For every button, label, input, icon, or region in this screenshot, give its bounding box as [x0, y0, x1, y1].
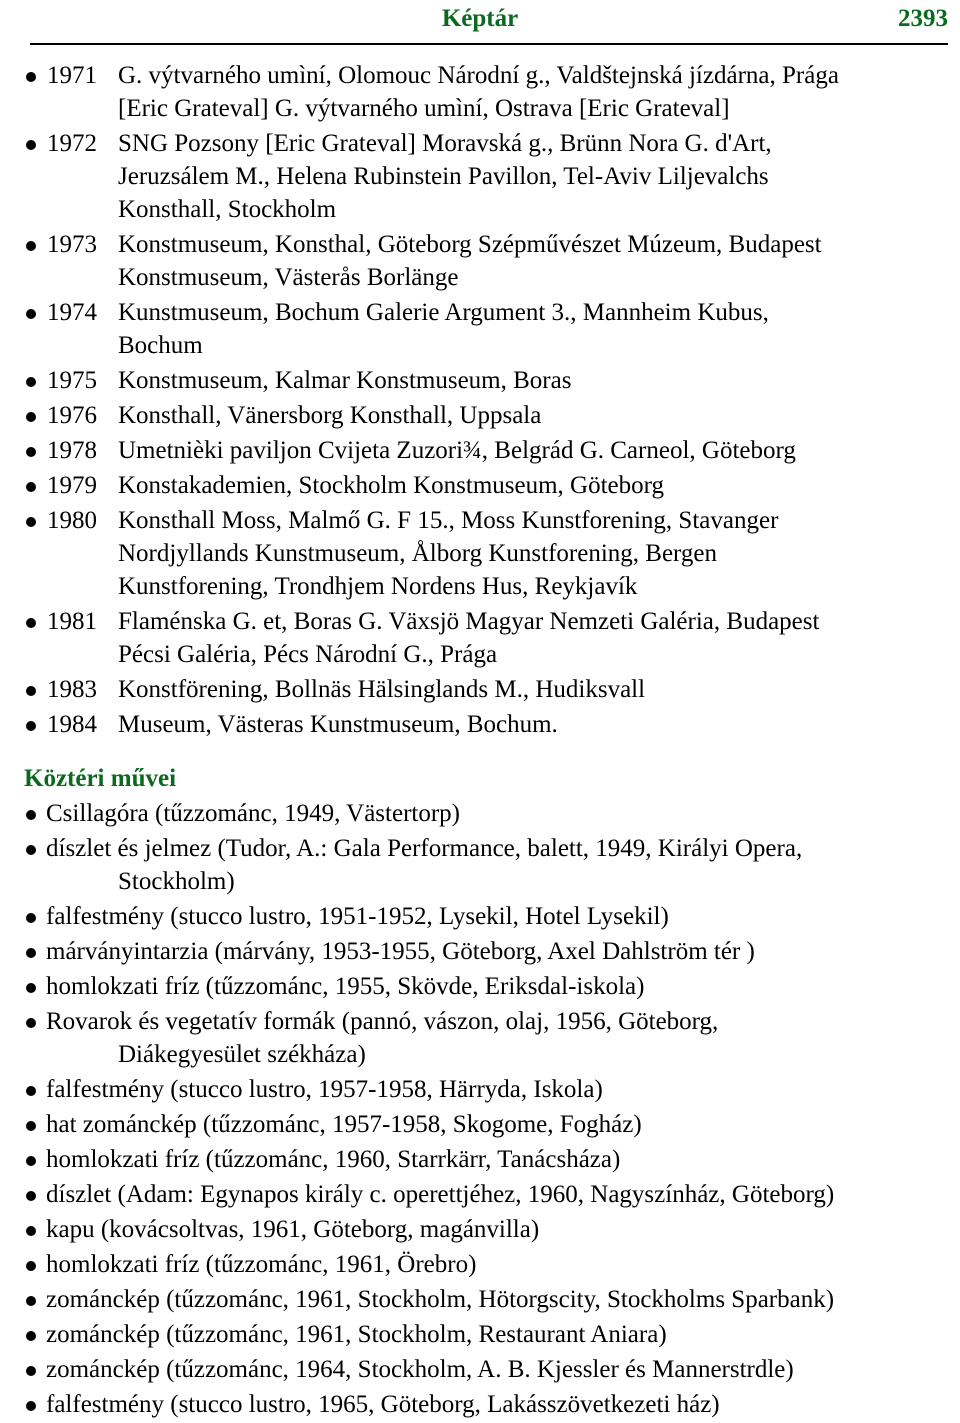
exhibition-year: 1981: [47, 608, 97, 635]
exhibition-text: Jeruzsálem M., Helena Rubinstein Pavillon, Tel-Aviv Liljevalchs: [118, 163, 769, 190]
bullet-icon: [26, 1261, 36, 1271]
bullet-icon: [26, 1366, 36, 1376]
bullet-icon: [26, 1121, 36, 1131]
bullet-icon: [26, 983, 36, 993]
public-work-text: falfestmény (stucco lustro, 1957-1958, Härryda, Iskola): [46, 1076, 603, 1103]
exhibition-entry: [0, 399, 960, 432]
public-work-item: [0, 1248, 960, 1281]
bullet-icon: [26, 686, 36, 696]
bullet-icon: [26, 1018, 36, 1028]
exhibition-text: Konstmuseum, Västerås Borlänge: [118, 264, 459, 291]
bullet-icon: [26, 1401, 36, 1411]
public-work-item: [0, 1213, 960, 1246]
exhibition-text: Pécsi Galéria, Pécs Národní G., Prága: [118, 641, 498, 668]
bullet-icon: [26, 482, 36, 492]
page-number: 2393: [898, 5, 948, 32]
exhibition-year: 1979: [47, 472, 97, 499]
public-work-text: zománckép (tűzzománc, 1961, Stockholm, Restaurant Aniara): [46, 1321, 667, 1348]
exhibition-text: Kunstmuseum, Bochum Galerie Argument 3., Mannheim Kubus,: [118, 299, 769, 326]
exhibition-entry: [0, 708, 960, 741]
exhibition-entry: [0, 434, 960, 467]
exhibition-list: [0, 59, 960, 743]
exhibition-year: 1978: [47, 437, 97, 464]
public-work-text: Stockholm): [118, 868, 235, 895]
exhibition-entry: [0, 504, 960, 603]
bullet-icon: [26, 517, 36, 527]
exhibition-text: G. výtvarného umìní, Olomouc Národní g., Valdštejnská jízdárna, Prága: [118, 62, 839, 89]
public-work-item: [0, 935, 960, 968]
bullet-icon: [26, 241, 36, 251]
exhibition-entry: [0, 605, 960, 671]
exhibition-text: Bochum: [118, 332, 203, 359]
bullet-icon: [26, 1226, 36, 1236]
exhibition-text: Konsthall, Stockholm: [118, 196, 337, 223]
exhibition-year: 1983: [47, 676, 97, 703]
public-work-text: homlokzati fríz (tűzzománc, 1961, Örebro): [46, 1251, 477, 1278]
bullet-icon: [26, 1296, 36, 1306]
public-work-text: hat zománckép (tűzzománc, 1957-1958, Skogome, Fogház): [46, 1111, 642, 1138]
exhibition-text: [Eric Grateval] G. výtvarného umìní, Ostrava [Eric Grateval]: [118, 95, 730, 122]
bullet-icon: [26, 721, 36, 731]
public-work-item: [0, 970, 960, 1003]
exhibition-text: Konstakademien, Stockholm Konstmuseum, Göteborg: [118, 472, 665, 499]
public-work-item: [0, 832, 960, 898]
exhibition-text: Konstmuseum, Kalmar Konstmuseum, Boras: [118, 367, 572, 394]
public-work-text: márványintarzia (márvány, 1953-1955, Göteborg, Axel Dahlström tér ): [46, 938, 755, 965]
exhibition-entry: [0, 59, 960, 125]
bullet-icon: [26, 447, 36, 457]
exhibition-year: 1974: [47, 299, 97, 326]
exhibition-text: Konstmuseum, Konsthal, Göteborg Szépművészet Múzeum, Budapest: [118, 231, 822, 258]
exhibition-year: 1971: [47, 62, 97, 89]
exhibition-entry: [0, 469, 960, 502]
public-work-text: falfestmény (stucco lustro, 1951-1952, Lysekil, Hotel Lysekil): [46, 903, 669, 930]
public-work-item: [0, 1318, 960, 1351]
exhibition-text: Kunstforening, Trondhjem Nordens Hus, Reykjavík: [118, 573, 638, 600]
public-work-text: homlokzati fríz (tűzzománc, 1955, Skövde, Eriksdal-iskola): [46, 973, 645, 1000]
public-work-text: Csillagóra (tűzzománc, 1949, Västertorp): [46, 800, 461, 827]
exhibition-entry: [0, 127, 960, 226]
public-work-text: falfestmény (stucco lustro, 1965, Göteborg, Lakásszövetkezeti ház): [46, 1391, 720, 1418]
public-work-text: kapu (kovácsoltvas, 1961, Göteborg, magánvilla): [46, 1216, 540, 1243]
exhibition-year: 1984: [47, 711, 97, 738]
exhibition-year: 1980: [47, 507, 97, 534]
public-work-item: [0, 1353, 960, 1386]
public-works-list: [0, 797, 960, 1423]
exhibition-year: 1972: [47, 130, 97, 157]
bullet-icon: [26, 309, 36, 319]
bullet-icon: [26, 618, 36, 628]
public-work-item: [0, 1108, 960, 1141]
public-work-item: [0, 900, 960, 933]
public-work-text: díszlet (Adam: Egynapos király c. operettjéhez, 1960, Nagyszínház, Göteborg): [46, 1181, 835, 1208]
public-work-text: Rovarok és vegetatív formák (pannó, vászon, olaj, 1956, Göteborg,: [46, 1008, 719, 1035]
bullet-icon: [26, 845, 36, 855]
exhibition-text: Nordjyllands Kunstmuseum, Ålborg Kunstforening, Bergen: [118, 540, 718, 567]
exhibition-text: Umetnièki paviljon Cvijeta Zuzori¾, Belgrád G. Carneol, Göteborg: [118, 437, 796, 464]
public-work-text: díszlet és jelmez (Tudor, A.: Gala Performance, balett, 1949, Királyi Opera,: [46, 835, 803, 862]
bullet-icon: [26, 377, 36, 387]
page-title: Képtár: [441, 5, 519, 32]
bullet-icon: [26, 810, 36, 820]
section-title-public-works: Köztéri művei: [24, 765, 177, 792]
exhibition-text: Museum, Västeras Kunstmuseum, Bochum.: [118, 711, 558, 738]
public-work-text: Diákegyesület székháza): [118, 1041, 366, 1068]
bullet-icon: [26, 913, 36, 923]
bullet-icon: [26, 412, 36, 422]
exhibition-entry: [0, 673, 960, 706]
public-work-text: zománckép (tűzzománc, 1961, Stockholm, Hötorgscity, Stockholms Sparbank): [46, 1286, 835, 1313]
public-work-text: zománckép (tűzzománc, 1964, Stockholm, A. B. Kjessler és Mannerstrdle): [46, 1356, 794, 1383]
public-work-item: [0, 1143, 960, 1176]
bullet-icon: [26, 948, 36, 958]
public-work-item: [0, 1073, 960, 1106]
exhibition-year: 1976: [47, 402, 97, 429]
bullet-icon: [26, 1156, 36, 1166]
public-work-item: [0, 1005, 960, 1071]
bullet-icon: [26, 72, 36, 82]
bullet-icon: [26, 1331, 36, 1341]
public-work-item: [0, 1283, 960, 1316]
exhibition-year: 1973: [47, 231, 97, 258]
exhibition-entry: [0, 296, 960, 362]
public-work-item: [0, 1388, 960, 1421]
exhibition-year: 1975: [47, 367, 97, 394]
exhibition-text: SNG Pozsony [Eric Grateval] Moravská g., Brünn Nora G. d'Art,: [118, 130, 772, 157]
public-work-item: [0, 797, 960, 830]
bullet-icon: [26, 140, 36, 150]
exhibition-text: Konsthall Moss, Malmő G. F 15., Moss Kunstforening, Stavanger: [118, 507, 779, 534]
exhibition-text: Konsthall, Vänersborg Konsthall, Uppsala: [118, 402, 542, 429]
public-work-text: homlokzati fríz (tűzzománc, 1960, Starrkärr, Tanácsháza): [46, 1146, 621, 1173]
page-header: [0, 0, 960, 44]
exhibition-text: Konstförening, Bollnäs Hälsinglands M., Hudiksvall: [118, 676, 646, 703]
header-divider: [30, 43, 948, 45]
bullet-icon: [26, 1086, 36, 1096]
exhibition-text: Flaménska G. et, Boras G. Växsjö Magyar Nemzeti Galéria, Budapest: [118, 608, 820, 635]
public-work-item: [0, 1178, 960, 1211]
exhibition-entry: [0, 364, 960, 397]
exhibition-entry: [0, 228, 960, 294]
bullet-icon: [26, 1191, 36, 1201]
